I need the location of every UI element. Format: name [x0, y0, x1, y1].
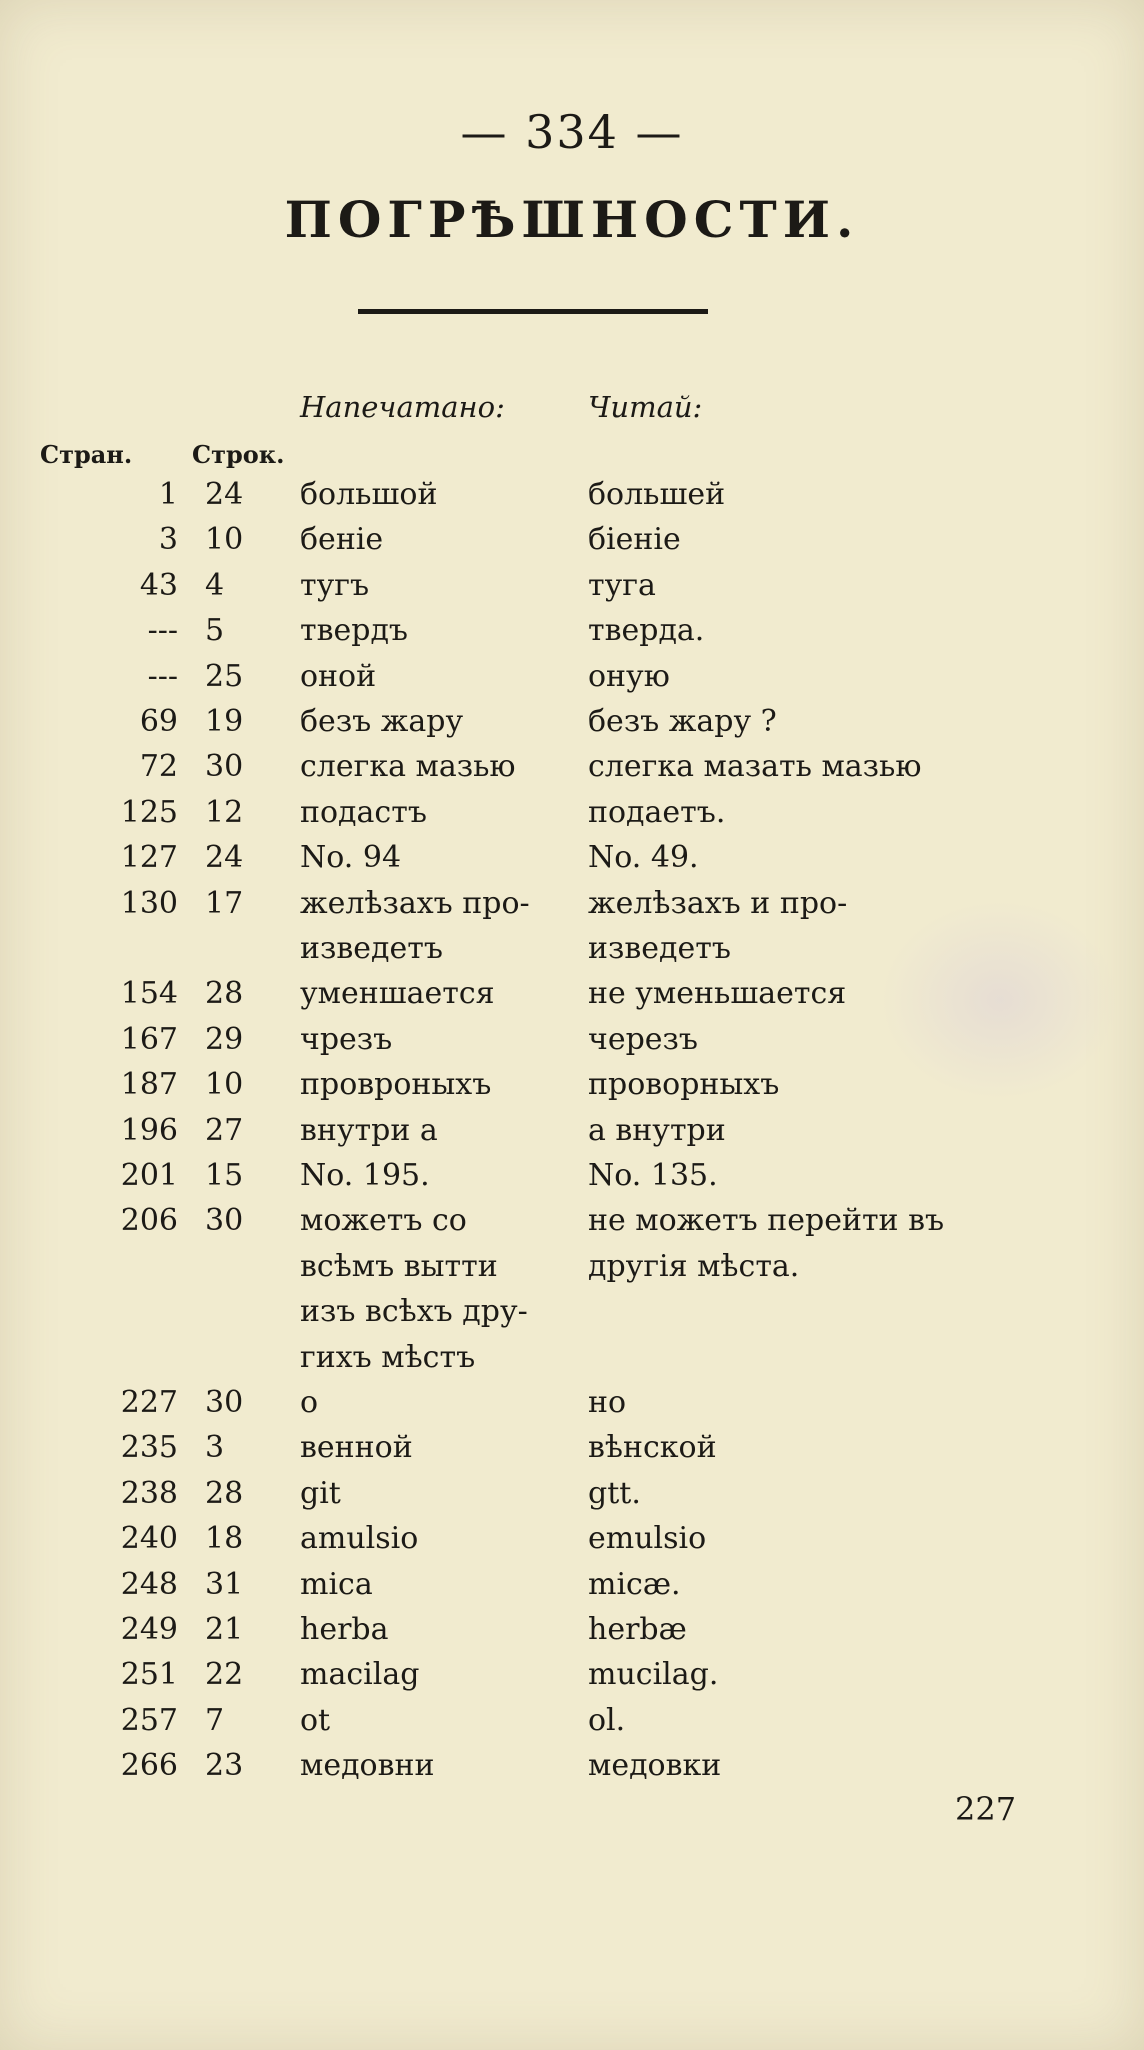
errata-line-cell: 29 [205, 1022, 244, 1057]
column-header-read: Читай: [588, 390, 703, 424]
errata-printed-cell: подастъ [300, 795, 427, 830]
errata-row [0, 795, 1144, 839]
errata-printed-cell: ot [300, 1703, 331, 1738]
page-title: ПОГРѢШНОСТИ. [284, 190, 860, 249]
errata-printed-cell: amulsio [300, 1521, 419, 1556]
errata-page-cell: --- [147, 659, 178, 694]
errata-read-cell: No. 49. [588, 840, 699, 875]
errata-printed-cell: о [300, 1385, 319, 1420]
errata-printed-cell: уменшается [300, 976, 495, 1011]
errata-page-cell: 201 [120, 1158, 178, 1193]
errata-page-cell: 238 [120, 1476, 178, 1511]
column-header-page: Стран. [40, 440, 133, 469]
errata-row [0, 1430, 1144, 1474]
errata-page-cell: 257 [120, 1703, 178, 1738]
errata-read-cell: туга [588, 568, 656, 603]
errata-line-cell: 24 [205, 477, 244, 512]
errata-read-cell: подаетъ. [588, 795, 726, 830]
errata-read-cell: тверда. [588, 613, 705, 648]
errata-read-cell: не можетъ перейти въ [588, 1203, 945, 1238]
errata-line-cell: 21 [205, 1612, 244, 1647]
errata-row [0, 1022, 1144, 1066]
errata-read-cell: оную [588, 659, 670, 694]
errata-row [0, 568, 1144, 612]
errata-row [0, 1612, 1144, 1656]
errata-line-cell: 17 [205, 886, 244, 921]
errata-printed-cell: внутри а [300, 1113, 438, 1148]
errata-printed-cell: git [300, 1476, 341, 1511]
errata-read-cell: медовки [588, 1748, 722, 1783]
errata-page-cell: 206 [120, 1203, 178, 1238]
errata-read-cell: біеніе [588, 522, 681, 557]
errata-read-cell: но [588, 1385, 627, 1420]
errata-page-cell: 266 [120, 1748, 178, 1783]
errata-printed-cell: гихъ мѣстъ [300, 1340, 476, 1375]
errata-row [0, 613, 1144, 657]
errata-page-cell: 251 [120, 1657, 178, 1692]
errata-line-cell: 10 [205, 522, 244, 557]
errata-row [0, 1385, 1144, 1429]
errata-row [0, 1476, 1144, 1520]
errata-row [0, 931, 1144, 975]
errata-printed-cell: mica [300, 1567, 373, 1602]
errata-row [0, 886, 1144, 930]
errata-read-cell: mucilag. [588, 1657, 719, 1692]
errata-printed-cell: желѣзахъ про- [300, 886, 530, 921]
errata-printed-cell: изъ всѣхъ дру- [300, 1294, 528, 1329]
errata-printed-cell: медовни [300, 1748, 435, 1783]
errata-line-cell: 18 [205, 1521, 244, 1556]
errata-row [0, 1521, 1144, 1565]
errata-row [0, 1294, 1144, 1338]
errata-page-cell: 227 [120, 1385, 178, 1420]
errata-page-cell: 240 [120, 1521, 178, 1556]
errata-line-cell: 24 [205, 840, 244, 875]
errata-printed-cell: венной [300, 1430, 413, 1465]
errata-page-cell: 196 [120, 1113, 178, 1148]
errata-row [0, 1249, 1144, 1293]
errata-read-cell: herbæ [588, 1612, 687, 1647]
errata-read-cell: безъ жару ? [588, 704, 777, 739]
errata-row [0, 1567, 1144, 1611]
errata-page-cell: 249 [120, 1612, 178, 1647]
errata-printed-cell: No. 195. [300, 1158, 430, 1193]
errata-line-cell: 7 [205, 1703, 225, 1738]
column-header-line: Строк. [192, 440, 285, 469]
errata-printed-cell: большой [300, 477, 438, 512]
errata-read-cell: другія мѣста. [588, 1249, 800, 1284]
errata-row [0, 477, 1144, 521]
page-header [0, 105, 1144, 159]
errata-line-cell: 4 [205, 568, 225, 603]
errata-line-cell: 10 [205, 1067, 244, 1102]
errata-row [0, 522, 1144, 566]
errata-line-cell: 27 [205, 1113, 244, 1148]
title-rule [358, 309, 708, 314]
errata-row [0, 1067, 1144, 1111]
errata-printed-cell: herba [300, 1612, 389, 1647]
errata-read-cell: желѣзахъ и про- [588, 886, 848, 921]
errata-row [0, 1340, 1144, 1384]
errata-printed-cell: слегка мазью [300, 749, 516, 784]
errata-row [0, 1203, 1144, 1247]
errata-page-cell: 69 [139, 704, 178, 739]
errata-page-cell: 43 [139, 568, 178, 603]
column-header-printed: Напечатано: [300, 390, 505, 424]
errata-read-cell: слегка мазать мазью [588, 749, 922, 784]
errata-page-cell: --- [147, 613, 178, 648]
errata-line-cell: 12 [205, 795, 244, 830]
page-number: — 334 — [460, 105, 684, 159]
errata-line-cell: 3 [205, 1430, 225, 1465]
errata-page-cell: 248 [120, 1567, 178, 1602]
errata-printed-cell: можетъ со [300, 1203, 467, 1238]
errata-line-cell: 30 [205, 1385, 244, 1420]
errata-read-cell: No. 135. [588, 1158, 718, 1193]
errata-line-cell: 31 [205, 1567, 244, 1602]
errata-line-cell: 30 [205, 749, 244, 784]
errata-row [0, 749, 1144, 793]
errata-row [0, 659, 1144, 703]
errata-line-cell: 30 [205, 1203, 244, 1238]
errata-printed-cell: чрезъ [300, 1022, 393, 1057]
errata-printed-cell: изведетъ [300, 931, 443, 966]
errata-printed-cell: всѣмъ вытти [300, 1249, 498, 1284]
errata-row [0, 840, 1144, 884]
errata-read-cell: gtt. [588, 1476, 641, 1511]
errata-row [0, 1158, 1144, 1202]
catchword: 227 [955, 1790, 1017, 1828]
errata-printed-cell: провроныхъ [300, 1067, 492, 1102]
errata-line-cell: 23 [205, 1748, 244, 1783]
errata-row [0, 1703, 1144, 1747]
errata-read-cell: emulsio [588, 1521, 707, 1556]
errata-printed-cell: безъ жару [300, 704, 464, 739]
errata-page-cell: 127 [120, 840, 178, 875]
errata-row [0, 976, 1144, 1020]
errata-read-cell: ol. [588, 1703, 626, 1738]
errata-page-cell: 167 [120, 1022, 178, 1057]
errata-line-cell: 5 [205, 613, 225, 648]
errata-read-cell: micæ. [588, 1567, 681, 1602]
errata-page-cell: 154 [120, 976, 178, 1011]
errata-line-cell: 22 [205, 1657, 244, 1692]
errata-read-cell: а внутри [588, 1113, 726, 1148]
errata-printed-cell: No. 94 [300, 840, 402, 875]
errata-printed-cell: беніе [300, 522, 384, 557]
errata-printed-cell: macilag [300, 1657, 420, 1692]
errata-line-cell: 19 [205, 704, 244, 739]
errata-read-cell: не уменьшается [588, 976, 847, 1011]
errata-read-cell: большей [588, 477, 726, 512]
errata-printed-cell: твердъ [300, 613, 409, 648]
errata-row [0, 1748, 1144, 1792]
errata-read-cell: проворныхъ [588, 1067, 780, 1102]
errata-page-cell: 72 [139, 749, 178, 784]
errata-page-cell: 3 [158, 522, 178, 557]
errata-printed-cell: тугъ [300, 568, 370, 603]
errata-read-cell: черезъ [588, 1022, 698, 1057]
errata-line-cell: 15 [205, 1158, 244, 1193]
errata-row [0, 1113, 1144, 1157]
errata-read-cell: изведетъ [588, 931, 731, 966]
errata-page-cell: 187 [120, 1067, 178, 1102]
errata-row [0, 1657, 1144, 1701]
errata-page-cell: 130 [120, 886, 178, 921]
errata-read-cell: вѣнской [588, 1430, 717, 1465]
errata-printed-cell: оной [300, 659, 377, 694]
errata-line-cell: 28 [205, 976, 244, 1011]
errata-page-cell: 125 [120, 795, 178, 830]
errata-row [0, 704, 1144, 748]
errata-line-cell: 25 [205, 659, 244, 694]
errata-page-cell: 235 [120, 1430, 178, 1465]
errata-page-cell: 1 [158, 477, 178, 512]
errata-line-cell: 28 [205, 1476, 244, 1511]
